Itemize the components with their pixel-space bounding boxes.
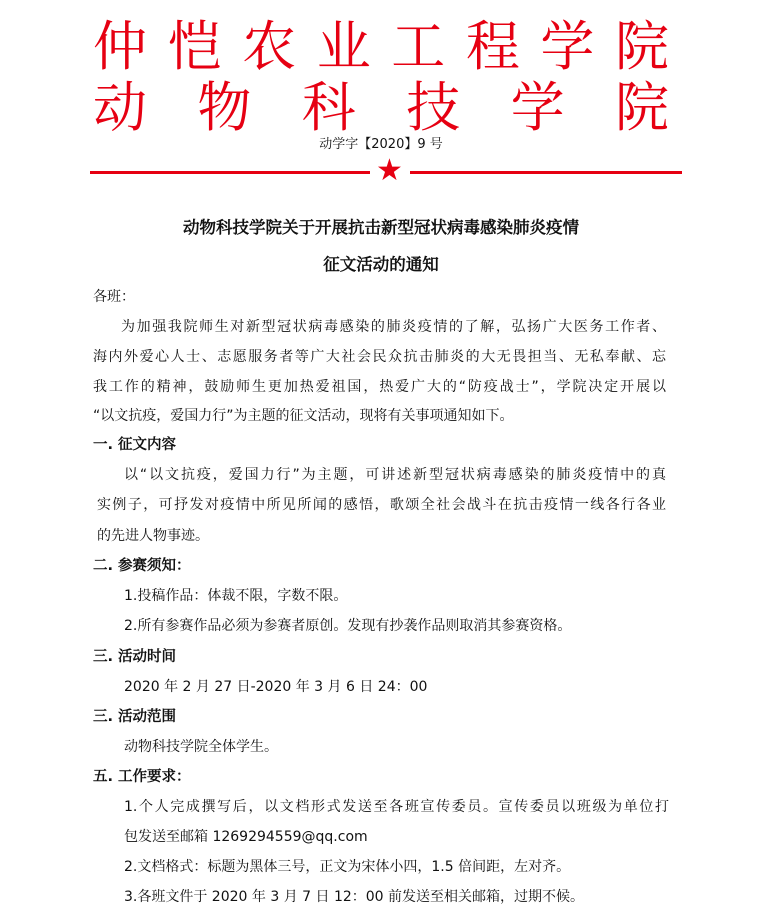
- intro-line: 我工作的精神，鼓励师生更加热爱祖国，热爱广大的“防疫战士”，学院决定开展以: [93, 379, 666, 395]
- section-line: 包发送至邮箱 1269294559@qq.com: [124, 829, 368, 845]
- section-line: 2.文档格式：标题为黑体三号，正文为宋体小四，1.5 倍间距，左对齐。: [124, 859, 571, 875]
- section-line: 2020 年 2 月 27 日-2020 年 3 月 6 日 24：00: [124, 679, 428, 695]
- section-heading: 三. 活动范围: [93, 709, 177, 725]
- doc-title-line1: 动物科技学院关于开展抗击新型冠状病毒感染肺炎疫情: [183, 218, 579, 237]
- intro-line: 为加强我院师生对新型冠状病毒感染的肺炎疫情的了解，弘扬广大医务工作者、: [121, 319, 666, 335]
- section-heading: 三. 活动时间: [93, 649, 177, 665]
- section-line: 以“以文抗疫，爱国力行”为主题，可讲述新型冠状病毒感染的肺炎疫情中的真: [124, 467, 666, 483]
- star-icon: ★: [376, 153, 403, 188]
- section-line: 3.各班文件于 2020 年 3 月 7 日 12：00 前发送至相关邮箱，过期不候。: [124, 889, 585, 905]
- org-name-line1: 仲恺农业工程学院: [93, 15, 669, 78]
- section-line: 2.所有参赛作品必须为参赛者原创。发现有抄袭作品则取消其参赛资格。: [124, 618, 572, 634]
- section-line: 实例子，可抒发对疫情中所见所闻的感悟，歌颂全社会战斗在抗击疫情一线各行各业: [97, 497, 666, 513]
- section-heading: 一. 征文内容: [93, 437, 177, 453]
- section-line: 1.个人完成撰写后，以文档形式发送至各班宣传委员。宣传委员以班级为单位打: [124, 799, 669, 815]
- divider-right: [410, 171, 682, 174]
- divider-left: [90, 171, 370, 174]
- salutation: 各班：: [93, 289, 135, 305]
- section-line: 动物科技学院全体学生。: [124, 739, 278, 755]
- intro-line: 海内外爱心人士、志愿服务者等广大社会民众抗击肺炎的大无畏担当、无私奉献、忘: [93, 349, 666, 365]
- section-line: 1.投稿作品：体裁不限，字数不限。: [124, 588, 348, 604]
- section-heading: 二. 参赛须知：: [93, 558, 191, 574]
- doc-title-line2: 征文活动的通知: [323, 255, 439, 274]
- org-name-line2: 动物科技学院: [93, 76, 669, 139]
- doc-number: 动学字【2020】9 号: [319, 137, 443, 152]
- intro-line: “以文抗疫，爱国力行”为主题的征文活动，现将有关事项通知如下。: [93, 408, 514, 424]
- section-line: 的先进人物事迹。: [97, 528, 209, 544]
- section-heading: 五. 工作要求：: [93, 769, 191, 785]
